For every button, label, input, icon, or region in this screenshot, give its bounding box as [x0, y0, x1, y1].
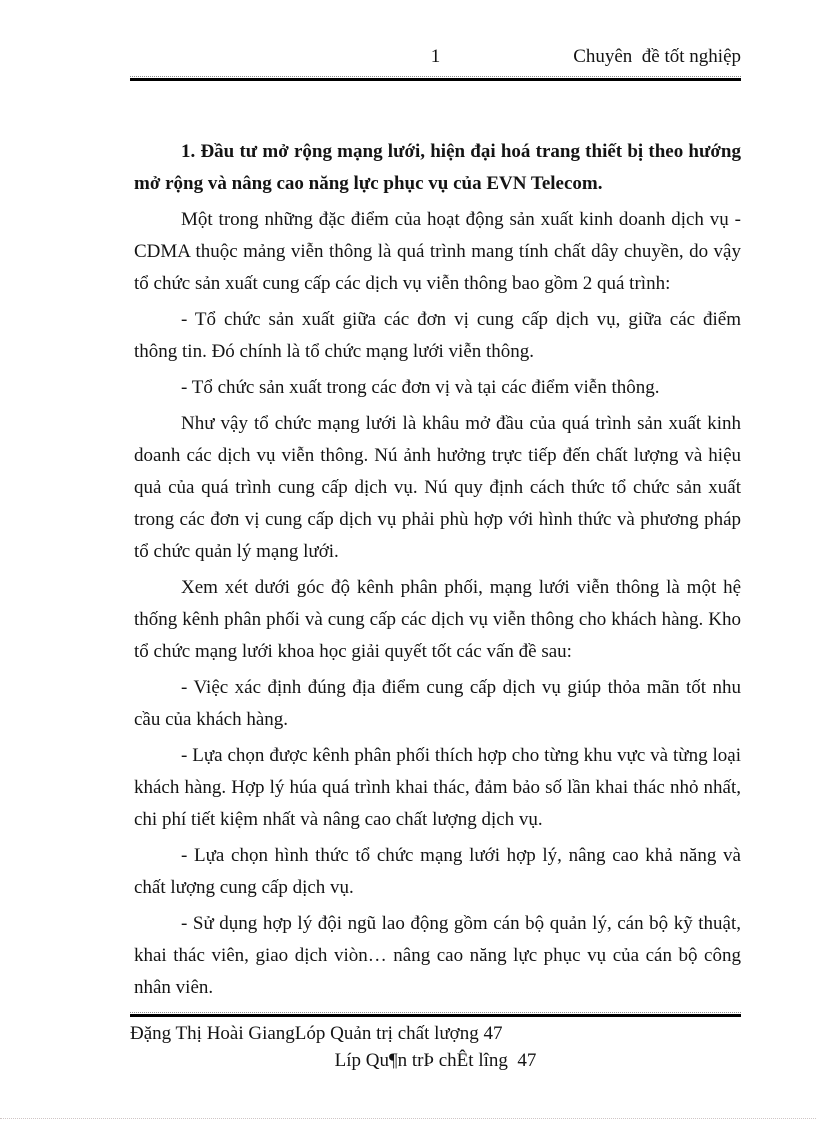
- section-heading: 1. Đầu tư mở rộng mạng lưới, hiện đại hoá trang thiết bị theo hướng mở rộng và nâng cao năng lực phục vụ của EVN Telecom.: [134, 141, 741, 194]
- page-number: 1: [430, 46, 441, 67]
- footer-author-line: Đặng Thị Hoài GiangLóp Quản trị chất lượng 47: [130, 1023, 503, 1044]
- header-title: Chuyên đề tốt nghiệp: [573, 46, 741, 67]
- header-row: [130, 44, 741, 70]
- body-paragraph: - Tổ chức sản xuất trong các đơn vị và tại các điểm viễn thông.: [181, 377, 660, 398]
- page-break-line: [0, 1118, 816, 1119]
- page-footer: [130, 1012, 741, 1074]
- document-body: [134, 136, 741, 1008]
- page-header: [130, 44, 741, 81]
- body-paragraph: - Tổ chức sản xuất giữa các đơn vị cung cấp dịch vụ, giữa các điểm thông tin. Đó chính là tổ chức mạng lưới viễn thông.: [134, 309, 741, 362]
- body-paragraph: - Lựa chọn được kênh phân phối thích hợp cho từng khu vực và từng loại khách hàng. Hợp lý húa quá trình khai thác, đảm bảo số lần khai thác nhỏ nhất, chi phí tiết kiệm nhất và nâng cao chất lượng dịch vụ.: [134, 745, 741, 830]
- body-paragraph: Xem xét dưới góc độ kênh phân phối, mạng lưới viễn thông là một hệ thống kênh phân phối và cung cấp các dịch vụ viễn thông cho khách hàng. Kho tổ chức mạng lưới khoa học giải quyết tốt các vấn đề sau:: [134, 577, 741, 662]
- body-paragraph: - Lựa chọn hình thức tổ chức mạng lưới hợp lý, nâng cao khả năng và chất lượng cung cấp dịch vụ.: [134, 845, 741, 898]
- body-paragraph: Một trong những đặc điểm của hoạt động sản xuất kinh doanh dịch vụ - CDMA thuộc mảng viễn thông là quá trình mang tính chất dây chuyền, do vậy tổ chức sản xuất cung cấp các dịch vụ viễn thông bao gồm 2 quá trình:: [134, 209, 741, 294]
- footer-class-line: Líp Qu¶n trÞ chÊt lîng 47: [334, 1050, 537, 1071]
- body-paragraph: - Việc xác định đúng địa điểm cung cấp dịch vụ giúp thỏa mãn tốt nhu cầu của khách hàng.: [134, 677, 741, 730]
- body-paragraph: Như vậy tổ chức mạng lưới là khâu mở đầu của quá trình sản xuất kinh doanh các dịch vụ viễn thông. Nú ảnh hưởng trực tiếp đến chất lượng và hiệu quả của quá trình cung cấp dịch vụ. Nú quy định cách thức tổ chức sản xuất trong các đơn vị cung cấp dịch vụ phải phù hợp với hình thức và phương pháp tổ chức quản lý mạng lưới.: [134, 413, 741, 562]
- header-rule: [130, 76, 741, 81]
- footer-rule: [130, 1012, 741, 1017]
- body-paragraph: - Sử dụng hợp lý đội ngũ lao động gồm cán bộ quản lý, cán bộ kỹ thuật, khai thác viên, giao dịch viòn… nâng cao năng lực phục vụ của cán bộ công nhân viên.: [134, 913, 741, 998]
